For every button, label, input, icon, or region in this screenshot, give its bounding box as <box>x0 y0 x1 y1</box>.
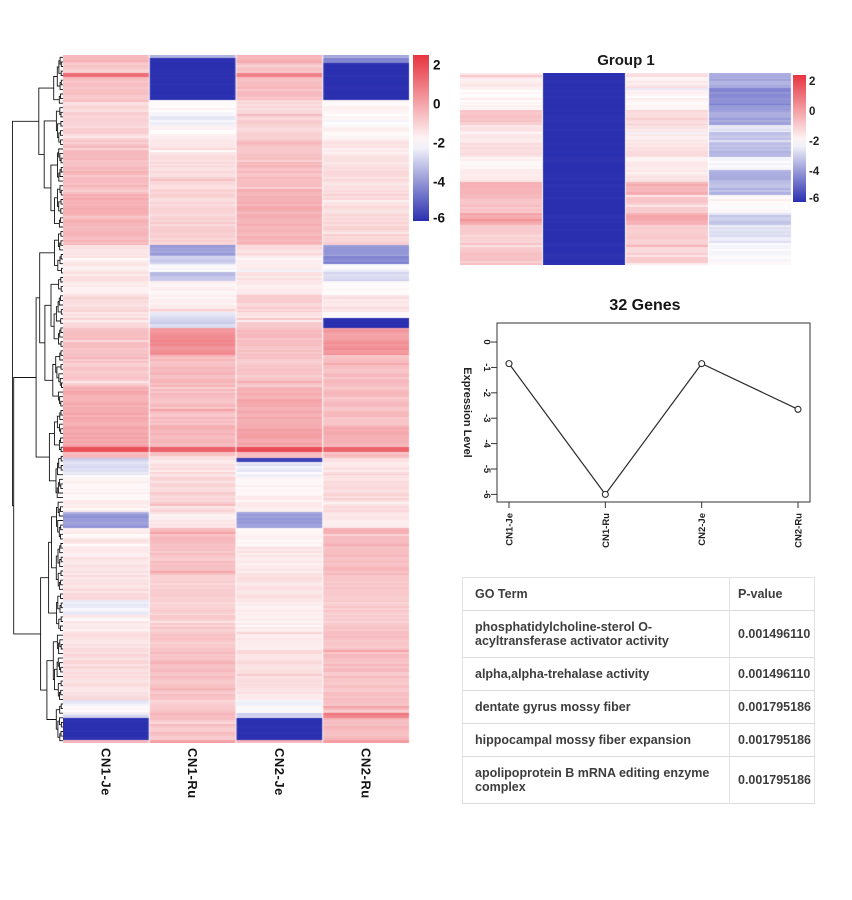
p-value-cell: 0.001795186 <box>730 757 815 804</box>
group1-colorbar <box>793 75 806 202</box>
colorbar-tick-label: 2 <box>433 57 441 73</box>
group1-heatmap <box>460 73 792 265</box>
group1-colorbar-tick-labels <box>809 75 837 206</box>
y-tick-label: -6 <box>481 490 492 499</box>
go-term-cell: dentate gyrus mossy fiber <box>463 691 730 724</box>
expression-line <box>509 364 798 495</box>
colorbar-tick-label: 2 <box>809 76 816 89</box>
x-tick-label: CN1-Ru <box>600 513 612 548</box>
p-value-cell: 0.001795186 <box>730 724 815 757</box>
data-point-marker <box>699 361 705 367</box>
y-tick-label: 0 <box>481 339 492 345</box>
data-point-marker <box>602 491 608 497</box>
colorbar-tick-label: -6 <box>809 193 820 206</box>
colorbar-tick-label: -4 <box>433 174 446 190</box>
table-row <box>463 757 815 804</box>
go-term-cell: alpha,alpha-trehalase activity <box>463 658 730 691</box>
y-tick-label: -1 <box>481 363 492 372</box>
main-heatmap <box>63 55 410 743</box>
table-row <box>463 611 815 658</box>
table-header-row <box>463 578 815 611</box>
data-point-marker <box>795 406 801 412</box>
y-axis-title: Expression Level <box>461 367 473 458</box>
data-point-marker <box>506 361 512 367</box>
colorbar-tick-label: -6 <box>433 210 446 226</box>
table-row <box>463 658 815 691</box>
column-label: CN1-Ru <box>185 748 201 799</box>
colorbar-tick-label: -2 <box>809 136 820 149</box>
go-term-cell: phosphatidylcholine-sterol O-acyltransferase activator activity <box>463 611 730 658</box>
column-label: CN2-Ru <box>358 748 374 799</box>
colorbar-tick-label: 0 <box>809 106 816 119</box>
y-tick-label: -4 <box>481 439 492 448</box>
group1-title: Group 1 <box>597 52 655 69</box>
column-label: CN1-Je <box>98 748 114 796</box>
p-value-column-header: P-value <box>730 578 815 611</box>
main-heatmap-column-labels <box>63 748 410 826</box>
go-term-column-header: GO Term <box>463 578 730 611</box>
column-label: CN2-Je <box>271 748 287 796</box>
main-colorbar-tick-labels <box>433 55 463 226</box>
table-row <box>463 724 815 757</box>
plot-box <box>497 323 810 502</box>
x-tick-label: CN2-Je <box>697 513 709 546</box>
dendrogram <box>0 55 64 743</box>
y-tick-label: -5 <box>481 464 492 474</box>
go-term-table <box>462 577 815 804</box>
p-value-cell: 0.001496110 <box>730 658 815 691</box>
colorbar-tick-label: -2 <box>433 135 446 151</box>
colorbar-tick-label: -4 <box>809 166 820 179</box>
table-row <box>463 691 815 724</box>
colorbar-tick-label: 0 <box>433 96 441 112</box>
p-value-cell: 0.001795186 <box>730 691 815 724</box>
x-tick-label: CN1-Je <box>504 513 516 546</box>
expression-line-chart <box>450 290 840 564</box>
x-tick-label: CN2-Ru <box>793 513 805 548</box>
go-term-cell: apolipoprotein B mRNA editing enzyme complex <box>463 757 730 804</box>
go-term-cell: hippocampal mossy fiber expansion <box>463 724 730 757</box>
y-tick-label: -3 <box>481 413 492 423</box>
main-colorbar <box>413 55 429 221</box>
p-value-cell: 0.001496110 <box>730 611 815 658</box>
line-chart-title: 32 Genes <box>609 297 681 314</box>
dendrogram-branches <box>13 57 64 740</box>
y-tick-label: -2 <box>481 388 492 398</box>
